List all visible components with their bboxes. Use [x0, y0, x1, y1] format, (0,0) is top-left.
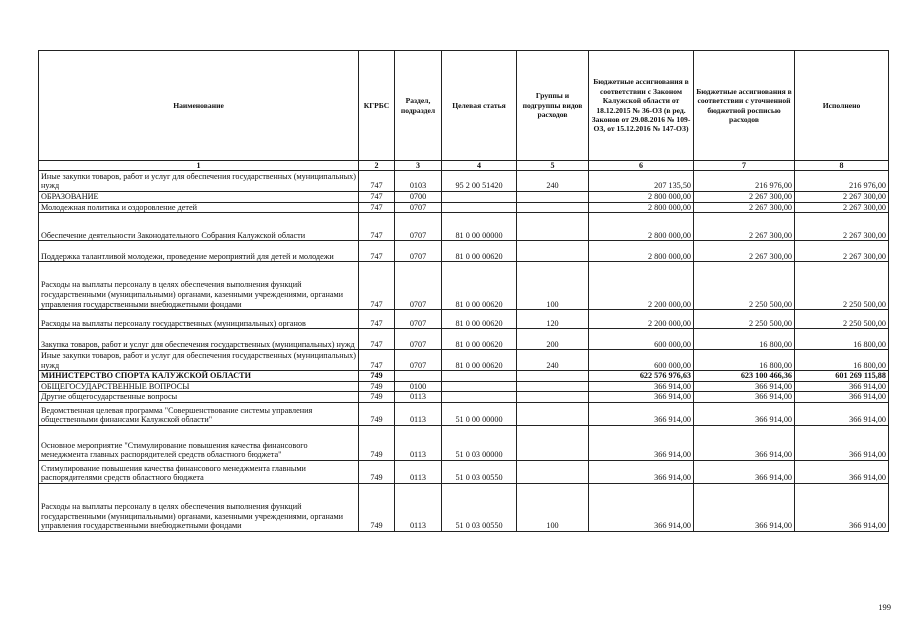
cell-done: 2 267 300,00: [795, 202, 889, 213]
header-kgrbs: КГРБС: [359, 51, 395, 161]
cell-group: [517, 202, 589, 213]
table-row: [39, 310, 889, 329]
cell-kgrbs: 747: [359, 213, 395, 241]
cell-done: 2 267 300,00: [795, 241, 889, 262]
cell-section: 0113: [395, 460, 442, 483]
cell-group: [517, 213, 589, 241]
column-number: 6: [589, 161, 694, 171]
cell-target: 95 2 00 51420: [442, 171, 517, 192]
cell-done: 366 914,00: [795, 483, 889, 531]
cell-group: 200: [517, 329, 589, 350]
cell-kgrbs: 749: [359, 371, 395, 382]
header-target: Целевая статья: [442, 51, 517, 161]
cell-group: 100: [517, 483, 589, 531]
cell-group: [517, 241, 589, 262]
table-row: [39, 402, 889, 425]
table-header-row: [39, 51, 889, 161]
cell-done: 601 269 115,88: [795, 371, 889, 382]
cell-refined: 16 800,00: [694, 329, 795, 350]
table-row: [39, 483, 889, 531]
cell-section: 0103: [395, 171, 442, 192]
table-row: [39, 213, 889, 241]
cell-law: 600 000,00: [589, 329, 694, 350]
cell-done: 16 800,00: [795, 350, 889, 371]
cell-law: 2 200 000,00: [589, 310, 694, 329]
cell-name: ОБРАЗОВАНИЕ: [39, 192, 359, 203]
cell-group: [517, 371, 589, 382]
cell-target: [442, 371, 517, 382]
cell-refined: 2 267 300,00: [694, 192, 795, 203]
column-number: 5: [517, 161, 589, 171]
cell-name: Другие общегосударственные вопросы: [39, 392, 359, 403]
cell-section: 0113: [395, 425, 442, 460]
cell-target: 51 0 00 00000: [442, 402, 517, 425]
cell-law: 366 914,00: [589, 460, 694, 483]
cell-kgrbs: 747: [359, 171, 395, 192]
cell-name: Иные закупки товаров, работ и услуг для обеспечения государственных (муниципальных) нужд: [39, 171, 359, 192]
cell-group: 240: [517, 350, 589, 371]
cell-done: 2 267 300,00: [795, 213, 889, 241]
cell-section: 0113: [395, 483, 442, 531]
cell-done: 366 914,00: [795, 425, 889, 460]
column-number: 4: [442, 161, 517, 171]
cell-section: 0707: [395, 350, 442, 371]
table-row: [39, 171, 889, 192]
cell-section: 0707: [395, 202, 442, 213]
cell-law: 207 135,50: [589, 171, 694, 192]
cell-name: Иные закупки товаров, работ и услуг для обеспечения государственных (муниципальных) нужд: [39, 350, 359, 371]
cell-name: Расходы на выплаты персоналу в целях обеспечения выполнения функций государственными (муниципальными) органами, казенными учреждениями, органами управления государственными внебюджетными фондами: [39, 483, 359, 531]
cell-refined: 366 914,00: [694, 381, 795, 392]
cell-kgrbs: 747: [359, 310, 395, 329]
table-row: [39, 192, 889, 203]
cell-law: 2 800 000,00: [589, 241, 694, 262]
table-row: [39, 425, 889, 460]
cell-refined: 216 976,00: [694, 171, 795, 192]
cell-refined: 366 914,00: [694, 402, 795, 425]
cell-kgrbs: 749: [359, 460, 395, 483]
cell-name: Расходы на выплаты персоналу в целях обеспечения выполнения функций государственными (муниципальными) органами, казенными учреждениями, органами управления государственными внебюджетными фондами: [39, 262, 359, 310]
cell-target: [442, 392, 517, 403]
cell-law: 2 800 000,00: [589, 213, 694, 241]
cell-refined: 2 267 300,00: [694, 241, 795, 262]
header-refined: Бюджетные ассигнования в соответствии с уточненной бюджетной росписью расходов: [694, 51, 795, 161]
cell-law: 2 800 000,00: [589, 192, 694, 203]
table-row: [39, 350, 889, 371]
cell-target: 81 0 00 00000: [442, 213, 517, 241]
column-number: 1: [39, 161, 359, 171]
header-done: Исполнено: [795, 51, 889, 161]
cell-target: 81 0 00 00620: [442, 310, 517, 329]
cell-name: Молодежная политика и оздоровление детей: [39, 202, 359, 213]
cell-kgrbs: 747: [359, 329, 395, 350]
cell-kgrbs: 749: [359, 392, 395, 403]
header-section: Раздел, подраздел: [395, 51, 442, 161]
cell-section: 0707: [395, 241, 442, 262]
cell-law: 366 914,00: [589, 392, 694, 403]
cell-group: 240: [517, 171, 589, 192]
cell-section: 0113: [395, 392, 442, 403]
cell-target: [442, 202, 517, 213]
cell-done: 366 914,00: [795, 402, 889, 425]
cell-target: 81 0 00 00620: [442, 241, 517, 262]
cell-group: 100: [517, 262, 589, 310]
cell-done: 216 976,00: [795, 171, 889, 192]
cell-name: ОБЩЕГОСУДАРСТВЕННЫЕ ВОПРОСЫ: [39, 381, 359, 392]
cell-kgrbs: 747: [359, 262, 395, 310]
cell-law: 622 576 976,63: [589, 371, 694, 382]
cell-target: 81 0 00 00620: [442, 262, 517, 310]
cell-name: Закупка товаров, работ и услуг для обеспечения государственных (муниципальных) нужд: [39, 329, 359, 350]
header-groups: Группы и подгруппы видов расходов: [517, 51, 589, 161]
cell-law: 2 200 000,00: [589, 262, 694, 310]
column-number: 7: [694, 161, 795, 171]
cell-refined: 2 267 300,00: [694, 202, 795, 213]
cell-section: 0707: [395, 329, 442, 350]
cell-name: Основное мероприятие "Стимулирование повышения качества финансового менеджмента главных распорядителей средств областного бюджета": [39, 425, 359, 460]
cell-group: [517, 192, 589, 203]
cell-target: [442, 381, 517, 392]
table-row: [39, 460, 889, 483]
table-row: [39, 371, 889, 382]
cell-target: 51 0 03 00000: [442, 425, 517, 460]
cell-refined: 366 914,00: [694, 425, 795, 460]
cell-refined: 2 267 300,00: [694, 213, 795, 241]
cell-group: [517, 402, 589, 425]
cell-law: 366 914,00: [589, 381, 694, 392]
cell-done: 2 250 500,00: [795, 262, 889, 310]
column-number: 2: [359, 161, 395, 171]
cell-law: 600 000,00: [589, 350, 694, 371]
cell-done: 366 914,00: [795, 460, 889, 483]
table-row: [39, 392, 889, 403]
cell-law: 366 914,00: [589, 402, 694, 425]
cell-group: [517, 460, 589, 483]
cell-kgrbs: 749: [359, 483, 395, 531]
table-row: [39, 381, 889, 392]
cell-done: 16 800,00: [795, 329, 889, 350]
cell-section: 0700: [395, 192, 442, 203]
cell-target: 81 0 00 00620: [442, 329, 517, 350]
cell-name: Расходы на выплаты персоналу государственных (муниципальных) органов: [39, 310, 359, 329]
cell-group: [517, 425, 589, 460]
cell-name: Обеспечение деятельности Законодательного Собрания Калужской области: [39, 213, 359, 241]
cell-target: 51 0 03 00550: [442, 460, 517, 483]
table-row: [39, 262, 889, 310]
budget-table: [38, 50, 889, 532]
cell-law: 366 914,00: [589, 483, 694, 531]
cell-kgrbs: 747: [359, 202, 395, 213]
cell-target: 51 0 03 00550: [442, 483, 517, 531]
cell-refined: 366 914,00: [694, 460, 795, 483]
cell-group: 120: [517, 310, 589, 329]
cell-section: 0113: [395, 402, 442, 425]
cell-group: [517, 392, 589, 403]
table-row: [39, 241, 889, 262]
column-number: 8: [795, 161, 889, 171]
cell-kgrbs: 747: [359, 241, 395, 262]
cell-name: Поддержка талантливой молодежи, проведение мероприятий для детей и молодежи: [39, 241, 359, 262]
column-number-row: [39, 161, 889, 171]
column-number: 3: [395, 161, 442, 171]
cell-law: 366 914,00: [589, 425, 694, 460]
cell-refined: 2 250 500,00: [694, 262, 795, 310]
cell-kgrbs: 747: [359, 192, 395, 203]
cell-group: [517, 381, 589, 392]
cell-kgrbs: 749: [359, 381, 395, 392]
page-number: 199: [878, 602, 891, 612]
header-law: Бюджетные ассигнования в соответствии с Законом Калужской области от 18.12.2015 № 36-ОЗ (в ред. Законов от 29.08.2016 № 109-ОЗ, от 15.12.2016 № 147-ОЗ): [589, 51, 694, 161]
cell-done: 2 250 500,00: [795, 310, 889, 329]
cell-section: 0707: [395, 262, 442, 310]
cell-section: 0707: [395, 213, 442, 241]
table-row: [39, 202, 889, 213]
cell-name: Ведомственная целевая программа "Совершенствование системы управления общественными финансами Калужской области": [39, 402, 359, 425]
cell-section: [395, 371, 442, 382]
cell-refined: 366 914,00: [694, 483, 795, 531]
cell-done: 366 914,00: [795, 381, 889, 392]
table-body: [39, 171, 889, 532]
cell-refined: 623 100 466,36: [694, 371, 795, 382]
cell-name: Стимулирование повышения качества финансового менеджмента главными распорядителями средств областного бюджета: [39, 460, 359, 483]
table-row: [39, 329, 889, 350]
cell-kgrbs: 747: [359, 350, 395, 371]
cell-section: 0707: [395, 310, 442, 329]
cell-kgrbs: 749: [359, 425, 395, 460]
cell-refined: 2 250 500,00: [694, 310, 795, 329]
cell-done: 2 267 300,00: [795, 192, 889, 203]
cell-refined: 366 914,00: [694, 392, 795, 403]
cell-target: 81 0 00 00620: [442, 350, 517, 371]
cell-name: МИНИСТЕРСТВО СПОРТА КАЛУЖСКОЙ ОБЛАСТИ: [39, 371, 359, 382]
cell-refined: 16 800,00: [694, 350, 795, 371]
cell-done: 366 914,00: [795, 392, 889, 403]
cell-section: 0100: [395, 381, 442, 392]
cell-law: 2 800 000,00: [589, 202, 694, 213]
cell-target: [442, 192, 517, 203]
cell-kgrbs: 749: [359, 402, 395, 425]
header-name: Наименование: [39, 51, 359, 161]
